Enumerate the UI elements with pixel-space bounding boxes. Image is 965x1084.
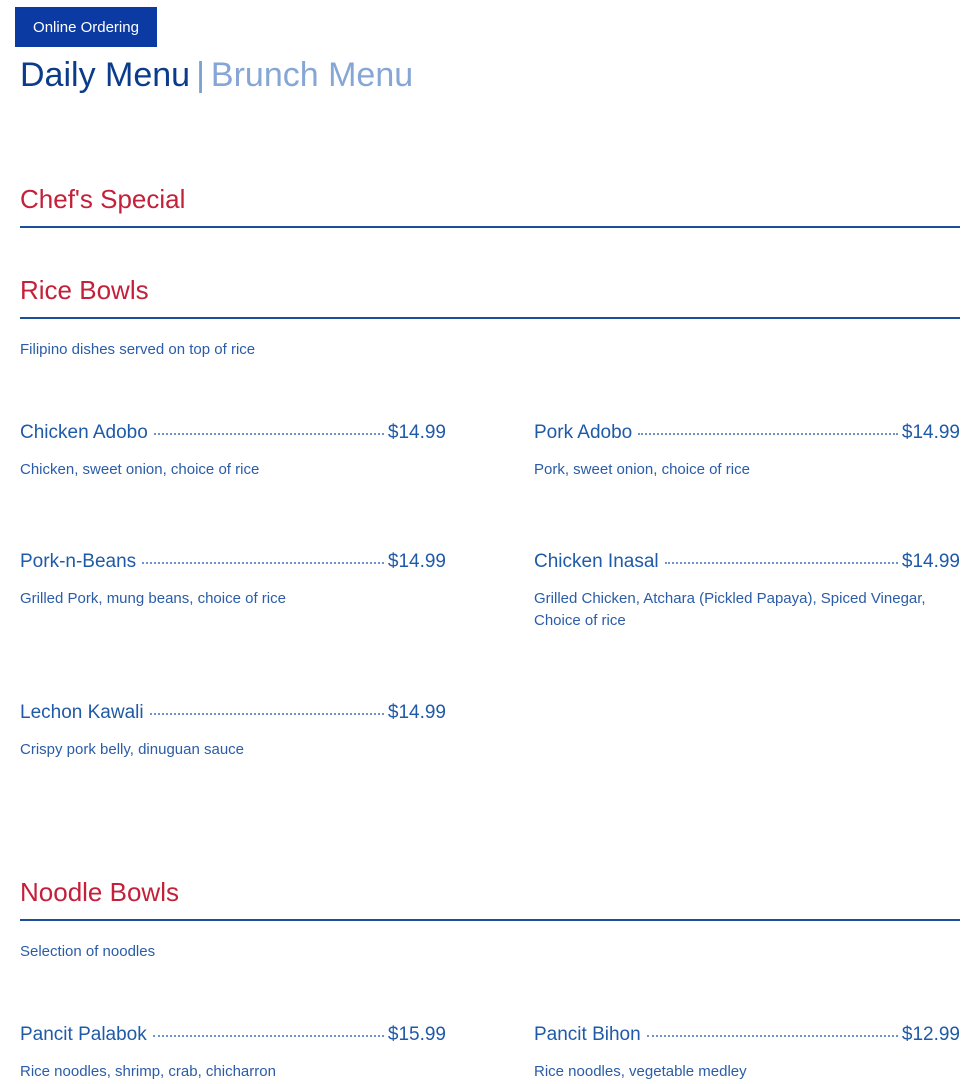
tab-separator: | xyxy=(196,56,205,94)
item-description: Grilled Chicken, Atchara (Pickled Papaya), Spiced Vinegar, Choice of rice xyxy=(534,590,926,629)
section-title-noodle-bowls: Noodle Bowls xyxy=(20,877,179,907)
dot-leader xyxy=(665,562,898,564)
item-description: Crispy pork belly, dinuguan sauce xyxy=(20,741,245,758)
section-divider xyxy=(20,317,960,319)
section-title-rice-bowls: Rice Bowls xyxy=(20,275,149,305)
item-price: $14.99 xyxy=(387,551,446,572)
item-name: Lechon Kawali xyxy=(20,702,144,723)
menu-item-pork-adobo[interactable] xyxy=(534,422,960,481)
section-description: Filipino dishes served on top of rice xyxy=(20,341,256,358)
menu-item-pancit-palabok[interactable] xyxy=(20,1024,446,1083)
menu-tabs xyxy=(20,56,413,95)
item-description: Rice noodles, vegetable medley xyxy=(534,1063,747,1080)
item-name: Chicken Adobo xyxy=(20,422,148,443)
menu-item-chicken-adobo[interactable] xyxy=(20,422,446,481)
item-price: $12.99 xyxy=(901,1024,960,1045)
online-ordering-button[interactable]: Online Ordering xyxy=(15,7,157,47)
item-price: $14.99 xyxy=(387,702,446,723)
menu-item-chicken-inasal[interactable] xyxy=(534,551,960,632)
dot-leader xyxy=(638,433,898,435)
item-price: $14.99 xyxy=(901,551,960,572)
item-description: Rice noodles, shrimp, crab, chicharron xyxy=(20,1063,276,1080)
item-name: Chicken Inasal xyxy=(534,551,659,572)
item-price: $14.99 xyxy=(901,422,960,443)
item-price: $14.99 xyxy=(387,422,446,443)
item-name: Pork-n-Beans xyxy=(20,551,137,572)
section-description: Selection of noodles xyxy=(20,943,156,960)
menu-item-pancit-bihon[interactable] xyxy=(534,1024,960,1083)
tab-brunch-menu[interactable]: Brunch Menu xyxy=(210,56,414,94)
menu-item-lechon-kawali[interactable] xyxy=(20,702,446,761)
dot-leader xyxy=(647,1035,898,1037)
dot-leader xyxy=(142,562,384,564)
item-description: Grilled Pork, mung beans, choice of rice xyxy=(20,590,286,607)
item-name: Pork Adobo xyxy=(534,422,633,443)
tab-daily-menu[interactable]: Daily Menu xyxy=(20,56,191,94)
section-divider xyxy=(20,919,960,921)
item-description: Pork, sweet onion, choice of rice xyxy=(534,461,750,478)
item-name: Pancit Bihon xyxy=(534,1024,641,1045)
item-price: $15.99 xyxy=(387,1024,446,1045)
dot-leader xyxy=(154,433,384,435)
section-divider xyxy=(20,226,960,228)
dot-leader xyxy=(150,713,384,715)
dot-leader xyxy=(153,1035,384,1037)
section-title-chefs-special: Chef's Special xyxy=(20,184,186,214)
item-name: Pancit Palabok xyxy=(20,1024,147,1045)
item-description: Chicken, sweet onion, choice of rice xyxy=(20,461,260,478)
menu-item-pork-n-beans[interactable] xyxy=(20,551,446,610)
